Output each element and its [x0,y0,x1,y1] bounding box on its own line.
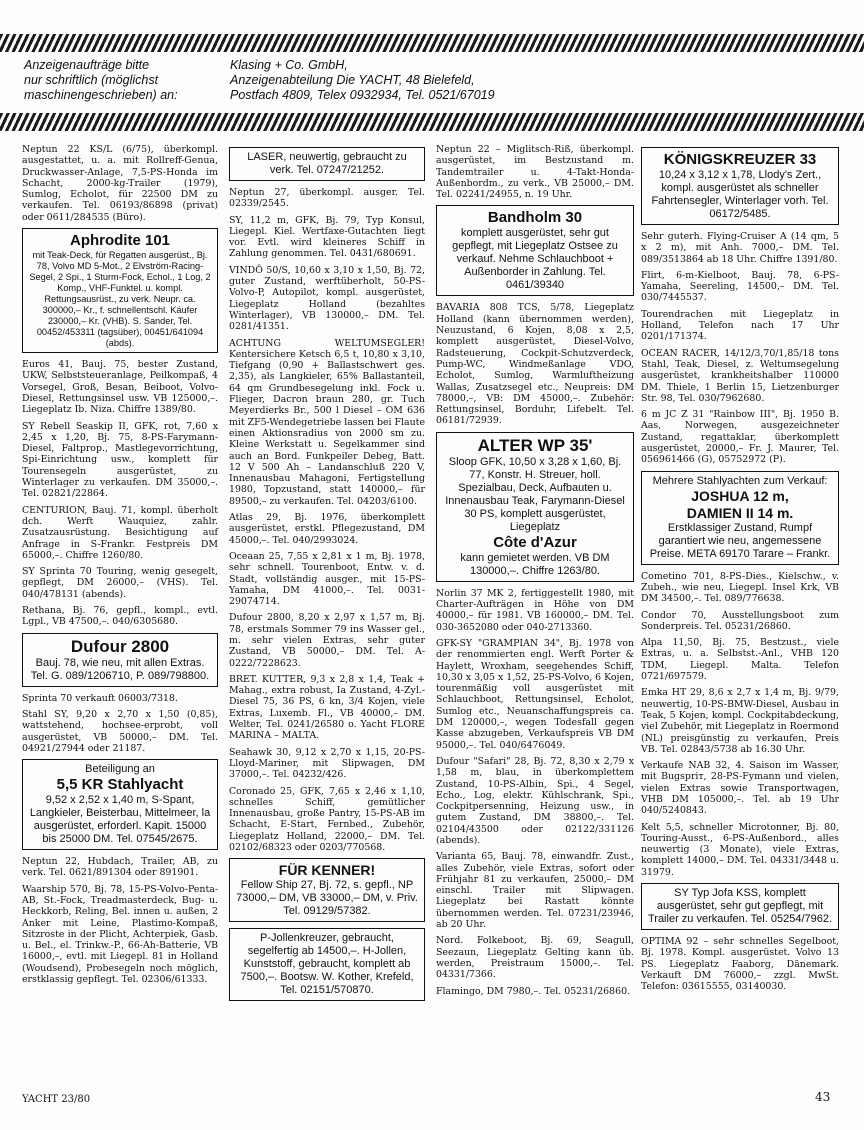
boxed-ad-text: Bauj. 78, wie neu, mit allen Extras. Tel. G. 089/1206710, P. 089/798800. [30,656,210,682]
classified-ad: Stahl SY, 9,20 x 2,70 x 1,50 (0,85), wattstehend, hochsee-erprobt, voll ausgerüstet, VB 50000,– DM. Tel. 04921/27944 oder 21187. [22,708,218,754]
header-left-line: Anzeigenaufträge bitte [24,58,150,72]
boxed-ad-title: ALTER WP 35' [477,435,593,455]
classified-ad: Atlas 29, Bj. 1976, überkomplett ausgerüstet, erstkl. Pflegezustand, DM 45000,–. Tel. 040/2993024. [229,512,425,546]
classified-ad: Condor 70, Ausstellungsboot zum Sonderpreis. Tel. 05231/26860. [641,609,839,632]
boxed-ad-title: KÖNIGSKREUZER 33 [663,151,817,168]
boxed-ad-text: P-Jollenkreuzer, gebraucht, segelfertig ab 14500,–. H-Jollen, Kunststoff, gebraucht, komplett ab 7500,–. Bootsw. W. Kother, Krefeld, Tel. 02151/570870. [240,932,414,997]
page-number: 43 [815,1090,831,1104]
boxed-ad-heading: Beteiligung an [85,763,155,776]
classified-ad: Dufour "Safari" 28, Bj. 72, 8,30 x 2,79 x 1,58 m, blau, in überkomplettem Zustand, 10-PS-Albin, Spi., 4 Segel, Echo., Log, elektr. Kühlschrank, Spi., Cockpitpersenning, Heizung usw., in gutem Zustand, DM 38800,–. Tel. 02104/43500 oder 02122/331126 (abends). [436,755,634,846]
boxed-ad [229,858,425,922]
boxed-ad [641,147,839,225]
classified-ad: SY Rebell Seaskip II, GFK, rot, 7,60 x 2,45 x 1,20, Bj. 75, 8-PS-Farymann-Diesel, Faltprop., Mastlegevorrichtung, Spi-Einrichtung usw., komplett für Tourensegeln ausgerüstet, zu Winterlager zu verkaufen. DM 35000,–. Tel. 02821/22864. [22,420,218,500]
classified-ad: Alpa 11,50, Bj. 75, Bestzust., viele Extras, u. a. Selbstst.-Anl., VHB 120 TDM, Liegepl. Malta. Telefon 0721/697579. [641,637,839,683]
boxed-ad [22,228,218,353]
column-3 [436,144,634,1002]
boxed-ad [229,928,425,1001]
boxed-ad-title: Côte d'Azur [493,533,577,551]
classified-ad: Verkaufe NAB 32, 4. Saison im Wasser, mit Bugspriт, 28-PS-Fymann und vielen, vielen Extras sowie Transportwagen, VHB DM 105000,–. Tel. ab 19 Uhr 040/5240843. [641,760,839,817]
classified-ad: Neptun 27, überkompl. ausger. Tel. 02339/2545. [229,187,425,210]
classified-ad: Rethana, Bj. 76, gepfl., kompl., evtl. Lgpl., VB 47500,–. 040/6305680. [22,605,218,628]
boxed-ad-text: 10,24 x 3,12 x 1,78, Llody's Zert., kompl. ausgerüstet als schneller Fahrtensegler, Winterlager vorh. Tel. 06172/5485. [651,169,829,220]
column-4 [641,144,839,998]
classified-ad: Varianta 65, Bauj. 78, einwandfr. Zust., alles Zubehör, viele Extras, sofort oder Frühjahr 81 zu verkaufen, 25000,– DM einschl. Trailer mit Slipwagen. Liegeplatz bei Rastatt könnte übernommen werden. Tel. 07231/23946, ab 20 Uhr. [436,851,634,931]
classified-ad: OCEAN RACER, 14/12/3,70/1,85/18 tons Stahl, Teak, Diesel, z. Weltumsegelung ausgerüstet, krankheitshalber 110000 DM. Thiele, 1 Berlin 15, Lietzenburger Str. 98, Tel. 030/7962680. [641,347,839,404]
classified-ad: Dufour 2800, 8,20 x 2,97 x 1,57 m, Bj. 78, erstmals Sommer 79 ins Wasser gel., m. sehr vielen Extras, sehr guter Zustand, VB 50000,– DM. Tel. A-0222/7228623. [229,612,425,669]
classified-ad: BRET. KUTTER, 9,3 x 2,8 x 1,4, Teak + Mahag., extra robust, Ia Zustand, 4-Zyl.-Diesel 75, 36 PS, 6 kn, 3/4 Kojen, viele Extras, Luxemb. Fl., VB 40000,– DM. Welter, Tel. 0241/26580 o. Yacht FLORE MARINA – MALTA. [229,673,425,742]
boxed-ad-title: DAMIEN II 14 m. [686,504,794,521]
classified-ad: Nord. Folkeboot, Bj. 69, Seagull, Seezaun, Liegeplatz Gelting kann üb. werden, Preistraum 15000,–. Tel. 04331/7366. [436,935,634,981]
boxed-ad-text: Fellow Ship 27, Bj. 72, s. gepfl., NP 73000,– DM, VB 33000,– DM, v. Priv. Tel. 09129/57382. [236,879,418,918]
boxed-ad-title: Dufour 2800 [70,636,170,656]
header-address [230,58,630,103]
classified-ad: CENTURION, Bauj. 71, kompl. überholt dch. Werft Wauquiez, zahlr. Zusatzausrüstung. Besichtigung auf Anfrage in S-Frankr. Festpreis DM 65000,–. Chiffre 1260/80. [22,504,218,561]
classified-ad: ACHTUNG WELTUMSEGLER! Kentersichere Ketsch 6,5 t, 10,80 x 3,10, Tiefgang (0,90 + Ballastschwert ges. 2,35), als Langkieler, 65% Ballastanteil, 64 qm Grundbesegelung inkl. Fock u. Flieger, Dacron braun 280, gr. Tuch Meyerdierks Br., 500 l Diesel – OM 636 mit ZF5-Wendegetriebe lassen bei Flaute einen Aktionsradius von 2000 sm zu. Kleine Werkstatt u. Segelkammer sind auch an Bord. Funkpeiler Debeg, Batt. 12 V 500 Ah – Landanschluß 220 V, Innenausbau Mahagoni, Fertigstellung 1980, Topzustand, statt 140000,– für 89500,– zu verkaufen. Tel. 04203/6100. [229,337,425,507]
classified-ad: Waarship 570, Bj. 78, 15-PS-Volvo-Penta-AB, St.-Fock, Treadmasterdeck, Bug- u. Heckkorb, Reling, Bel. innen u. außen, 2 Anker mit Leine, Plastimo-Kompaß, Sitzroste in der Plicht, Achterpiek, Gasb. u. Bel., el. Trinkw.-P., 66-Ah-Batterie, VB 16000,–, evtl. mit Liegepl. 81 in Holland (Woudsend), Probesegeln noch möglich, erstklassig gepflegt. Tel. 02306/61333. [22,883,218,986]
classified-ad: Coronado 25, GFK, 7,65 x 2,46 x 1,10, schnelles Schiff, gemütlicher Innenausbau, große Pantry, 15-PS-AB im Schacht, E-Start, Fernbed., Zubehör, Liegeplatz Holland, 22000,– DM. Tel. 02102/68323 oder 0203/770568. [229,785,425,854]
classified-ad: 6 m JC Z 31 "Rainbow III", Bj. 1950 B. Aas, Norwegen, ausgezeichneter Zustand, regattaklar, überkomplett ausgerüstet, 20000,– Fr. J. Maurer, Tel. 056961466 (G), 05752972 (P). [641,409,839,466]
boxed-ad-title: JOSHUA 12 m, [691,487,789,504]
boxed-ad [436,432,634,582]
boxed-ad-title: FÜR KENNER! [278,862,376,879]
classified-ad: Euros 41, Bauj. 75, bester Zustand, UKW, Selbststeueranlage, Peilkompaß, 4 Vorsegel, Groß, Besan, Beiboot, Volvo-Diesel, Rettungsinsel usw. VB 125000,–. Liegeplatz Ib. Niza. Chiffre 1389/80. [22,359,218,416]
classified-ad: VINDÖ 50/S, 10,60 x 3,10 x 1,50, Bj. 72, guter Zustand, werftüberholt, 50-PS-Volvo-P, Autopilot, kompl. ausgerüstet, Liegeplatz Holland (bezahltes Winterlager), VB 130000,– DM. Tel. 0281/41351. [229,264,425,333]
column-1 [22,144,218,990]
boxed-ad-text: mit Teak-Deck, für Regatten ausgerüst., Bj. 78, Volvo MD 5-Mot., 2 Elvström-Racing-Segel, 2 Spi., 1 Sturm-Fock, Echol., 1 Log, 2 Komp., VHF-Funktel. u. kompl. Rettungsausrüst., zu verk. Neupr. ca. 300000,– Kr., f. schnellentschl. Käufer 230000,– Kr. (VHB). S. Sander, Tel. 00452/453311 (tagsüber), 00451/641094 (abds). [29,250,211,349]
boxed-ad [229,147,425,181]
classified-ad: BAVARIA 808 TCS, 5/78, Liegeplatz Holland (kann übernommen werden), Neuzustand, 6 Kojen, 8,08 x 2,5, komplett ausgerüstet, Diesel-Volvo, Radsteuerung, Cockpit-Schutzverdeck, Pump-WC, Windmeßanlage VDO, Echolot, Sumlog, Warmluftheizung Wallas, Zusatzsegel etc., Neupreis: DM 78000,–, VB: DM 45000,–. Zubehör: Rettungsinsel, Borduhr, Lifebelt. Tel. 06181/72939. [436,302,634,427]
header-left-line: nur schriftlich (möglichst [24,73,159,87]
header-left-line: maschinengeschrieben) an: [24,88,178,102]
classified-ad: Flamingo, DM 7980,–. Tel. 05231/26860. [436,985,631,997]
ad-order-header [0,56,864,112]
classified-ad: Kelt 5,5, schneller Microtonner, Bj. 80, Touring-Ausst., 6-PS-Außenbord., alles neuwertig (3 Monate), viele Extras, komplett 14000,– DM. Tel. 04331/3448 u. 31979. [641,821,839,878]
classified-ad: Neptun 22 – Miglitsch-Riß, überkompl. ausgerüstet, im Bestzustand m. Tandemtrailer u. 4-Takt-Honda-Außenbordm., zu verk., VB 25000,– DM. Tel. 02241/24955, n. 19 Uhr. [436,144,634,201]
classified-ad: Neptun 22 KS/L (6/75), überkompl. ausgestattet, u. a. mit Rollreff-Genua, Druckwasser-Anlage, 7,5-PS-Honda im Schacht, 2000-kg-Trailer (1979), Sumlog, Echolot, für 22500 DM zu verkaufen. Tel. 06193/86898 (privat) oder 0611/284535 (Büro). [22,144,218,223]
classified-ad: Norlin 37 MK 2, fertiggestellt 1980, mit Charter-Aufträgen in Höhe von DM 40000,– für 1981. VB 160000,– DM. Tel. 030-3652080 oder 040-2713360. [436,587,634,633]
classified-ad: Tourendrachen mit Liegeplatz in Holland, Telefon nach 17 Uhr 0201/171374. [641,308,839,343]
boxed-ad-text: LASER, neuwertig, gebraucht zu verk. Tel. 07247/21252. [247,151,407,176]
classified-ad: SY, 11,2 m, GFK, Bj. 79, Typ Konsul, Liegepl. Kiel. Wertfaxe-Gutachten liegt vor. Evtl. wird kleineres Schiff in Zahlung genommen. Tel. 0431/680691. [229,214,425,260]
classified-ad: Sehr guterh. Flying-Cruiser A (14 qm, 5 x 2 m), mit Anh. 7000,– DM. Tel. 089/3513864 ab 18 Uhr. Chiffre 1391/80. [641,231,839,265]
boxed-ad-title: 5,5 KR Stahlyacht [56,776,184,794]
boxed-ad-text: Sloop GFK, 10,50 x 3,28 x 1,60, Bj. 77, Konstr. H. Streuer, holl. Spezialbau, Deck, Aufbauten u. Innenausbau Teak, Farymann-Diesel 30 PS, komplett ausgerüstet, Liegeplatz [445,455,625,533]
boxed-ad [641,471,839,565]
boxed-ad-text: SY Typ Jofa KSS, komplett ausgerüstet, sehr gut gepflegt, mit Trailer zu verkaufen. Tel. 05254/7962. [647,887,833,926]
decorative-rope-top [0,34,864,52]
classified-ad: Seahawk 30, 9,12 x 2,70 x 1,15, 20-PS-Lloyd-Mariner, mit Slipwagen, DM 37000,–. Tel. 04232/426. [229,746,425,781]
boxed-ad-text: kann gemietet werden. VB DM 130000,–. Chiffre 1263/80. [460,551,610,577]
column-2 [229,144,425,1007]
classified-ad: GFK-SY "GRAMPIAN 34", Bj. 1978 von der renommierten engl. Werft Porter & Haylett, Wroxham, seegehendes Schiff, 10,30 x 3,05 x 1,52, 25-PS-Volvo, 6 Kojen, tourenmäßig voll ausgerüstet mit Schlauchboot, Rettungsinsel, Echolot, Sumlog etc., Neuanschaffungspreis ca. DM 120000,–, wegen Todesfall gegen Kasse abzugeben, Verkaufspreis VB DM 95000,–. Tel. 040/6476049. [436,637,634,751]
header-right-line: Klasing + Co. GmbH, [230,58,348,72]
classified-ad: Cometino 701, 8-PS-Dies., Kielschw., v. Zubeh., wie neu, Liegepl. Insel Krk, VB DM 34500,–. Tel. 089/776638. [641,570,839,605]
boxed-ad-text: komplett ausgerüstet, sehr gut gepflegt, mit Liegeplatz Ostsee zu verkauf. Nehme Schlauchboot + Außenborder in Zahlung. Tel. 0461/39340 [452,227,618,292]
classified-ad: SY Sprinta 70 Touring, wenig gesegelt, gepflegt, DM 26000,– (VHS). Tel. 040/478131 (abends). [22,566,218,600]
classified-ad: Sprinta 70 verkauft 06003/7318. [22,692,178,704]
classified-ad: Flirt, 6-m-Kielboot, Bauj. 78, 6-PS-Yamaha, Seereling, 14500,– DM. Tel. 030/7445537. [641,269,839,304]
decorative-rope-bottom [0,113,864,131]
boxed-ad [436,205,634,296]
classified-ad: Neptun 22, Hubdach, Trailer, AB, zu verk. Tel. 0621/891304 oder 891901. [22,856,218,879]
boxed-ad [22,633,218,687]
header-right-line: Anzeigenabteilung Die YACHT, 48 Bielefeld, [230,73,475,87]
classified-ad: Emka HT 29, 8,6 x 2,7 x 1,4 m, Bj. 9/79, neuwertig, 10-PS-BMW-Diesel, Ausbau in Teak, 5 Kojen, kompl. Cockpitabdeckung, viel Zubehör, mit Liegeplatz in Roermond (NL) preisgünstig zu verkaufen, Preis VB. Tel. 02843/5738 ab 16.30 Uhr. [641,687,839,755]
boxed-ad [641,883,839,930]
boxed-ad-text: Mehrere Stahlyachten zum Verkauf: [652,474,828,487]
boxed-ad-title: Bandholm 30 [487,209,583,227]
boxed-ad [22,759,218,850]
footer-issue: YACHT 23/80 [22,1094,91,1105]
classified-ad: OPTIMA 92 – sehr schnelles Segelboot, Bj. 1978. Kompl. ausgerüstet. Volvo 13 PS. Liegeplatz Faaborg, Dänemark. Verkauft DM 76000,– zzgl. MwSt. Telefon: 03615555, 03140030. [641,936,839,993]
header-instructions [24,58,214,103]
boxed-ad-title: Aphrodite 101 [69,232,171,250]
boxed-ad-text: 9,52 x 2,52 x 1,40 m, S-Spant, Langkieler, Beisterbau, Mittelmeer, la ausgerüstet, erforderl. Kapit. 15000 bis 25000 DM. Tel. 07545/2675. [29,794,211,846]
classified-ad: Oceaan 25, 7,55 x 2,81 x 1 m, Bj. 1978, sehr schnell. Tourenboot, Entw. v. d. Stadt, vollständig ausger., mit 15-PS-Yamaha, DM 41000,–. Tel. 0031-29074714. [229,550,425,608]
header-right-line: Postfach 4809, Telex 0932934, Tel. 0521/67019 [230,88,495,102]
boxed-ad-text: Erstklassiger Zustand, Rumpf garantiert wie neu, angemessene Preise. META 69170 Tarare – Frankr. [649,521,831,560]
